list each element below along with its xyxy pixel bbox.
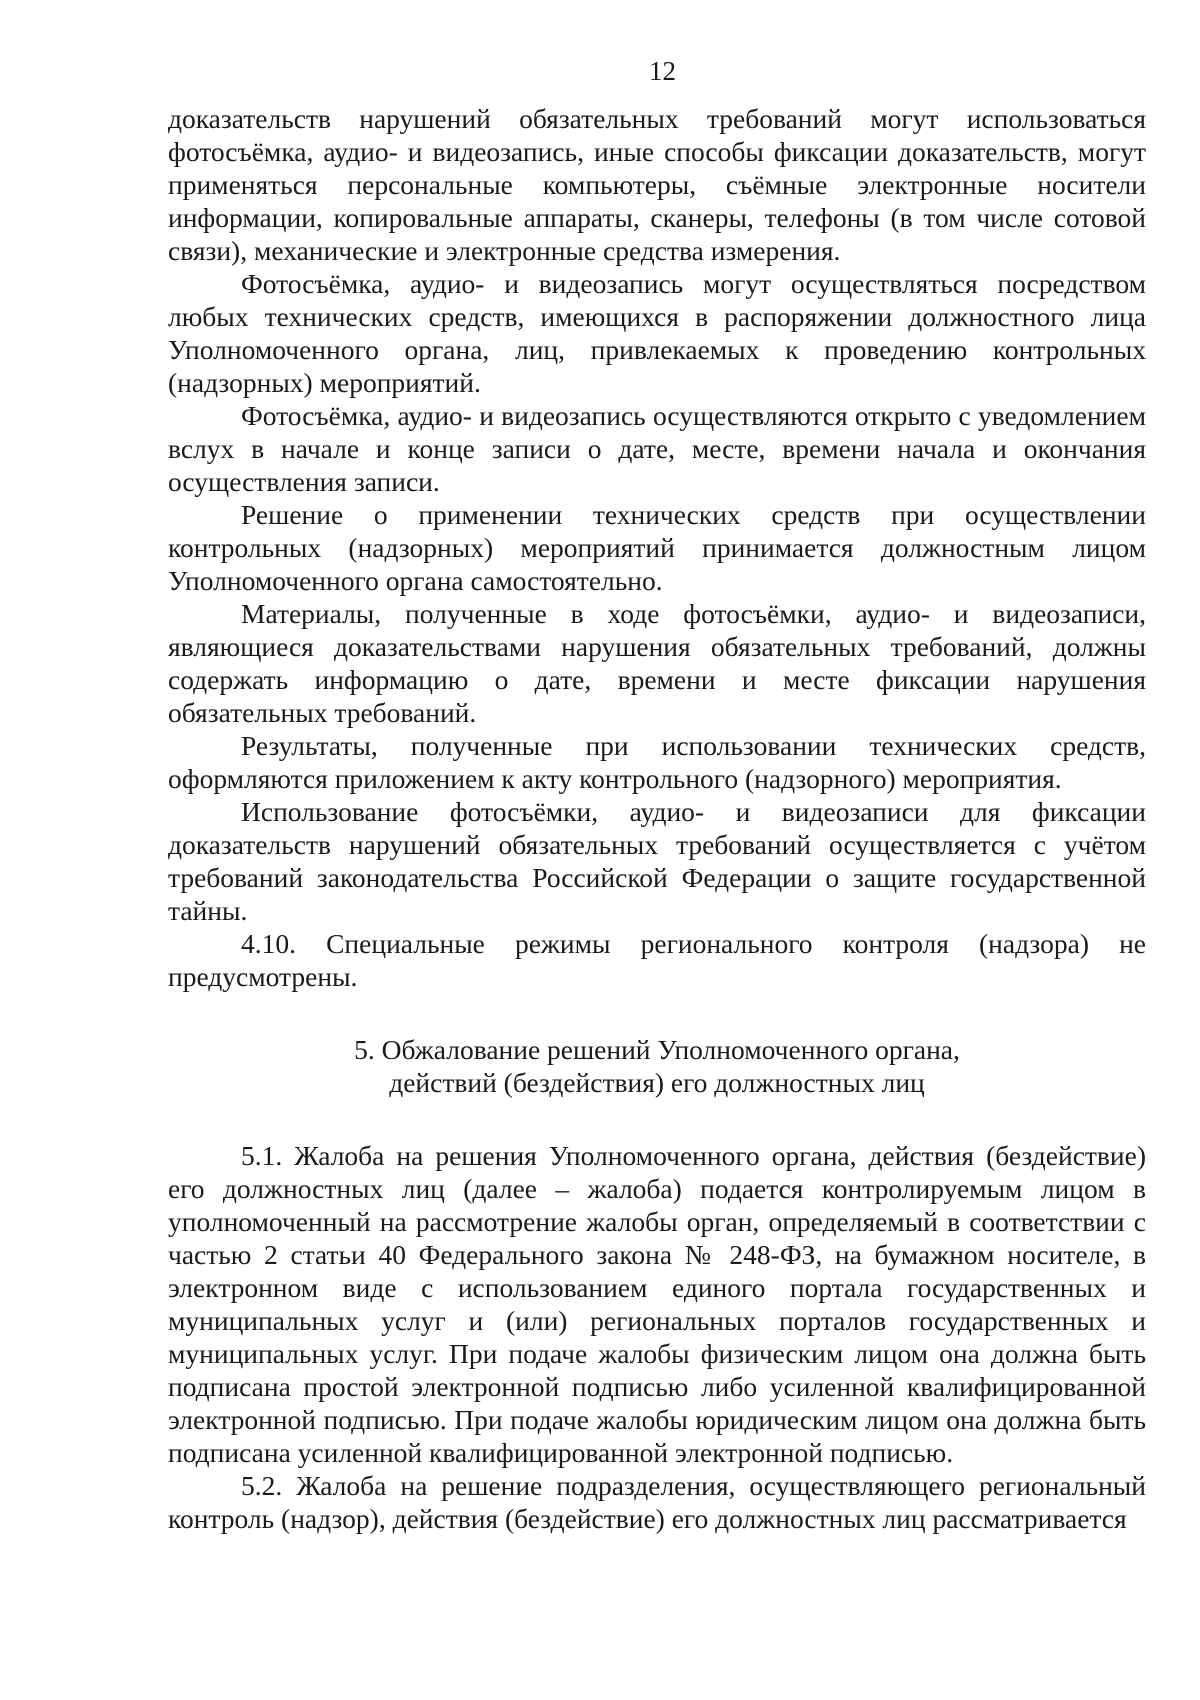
paragraph: доказательств нарушений обязательных требований могут использоваться фотосъёмка, аудио- и видеозапись, иные способы фиксации доказательств, могут применяться персональные компьютеры, съёмные электронные носители информации, копировальные аппараты, сканеры, телефоны (в том числе сотовой связи), механические и электронные средства измерения. xyxy=(168,103,1146,266)
paragraph-5-1: 5.1. Жалоба на решения Уполномоченного органа, действия (бездействие) его должностных лиц (далее – жалоба) подается контролируемым лицом в уполномоченный на рассмотрение жалобы орган, определяемый в соответствии с частью 2 статьи 40 Федерального закона № 248-ФЗ, на бумажном носителе, в электронном виде с использованием единого портала государственных и муниципальных услуг и (или) региональных порталов государственных и муниципальных услуг. При подаче жалобы физическим лицом она должна быть подписана простой электронной подписью либо усиленной квалифицированной электронной подписью. При подаче жалобы юридическим лицом она должна быть подписана усиленной квалифицированной электронной подписью. xyxy=(168,1140,1146,1468)
page-number: 12 xyxy=(649,56,676,86)
section-heading xyxy=(168,1033,1146,1099)
paragraph-5-2: 5.2. Жалоба на решение подразделения, осуществляющего региональный контроль (надзор), действия (бездействие) его должностных лиц рассматривается xyxy=(168,1470,1146,1534)
section-heading-line: действий (бездействия) его должностных лиц xyxy=(389,1067,925,1098)
paragraph: Фотосъёмка, аудио- и видеозапись осуществляются открыто с уведомлением вслух в начале и конце записи о дате, месте, времени начала и окончания осуществления записи. xyxy=(168,400,1146,497)
paragraph: Решение о применении технических средств при осуществлении контрольных (надзорных) мероприятий принимается должностным лицом Уполномоченного органа самостоятельно. xyxy=(168,499,1146,596)
paragraph: Материалы, полученные в ходе фотосъёмки, аудио- и видеозаписи, являющиеся доказательствами нарушения обязательных требований, должны содержать информацию о дате, времени и месте фиксации нарушения обязательных требований. xyxy=(168,598,1146,728)
paragraph: Фотосъёмка, аудио- и видеозапись могут осуществляться посредством любых технических средств, имеющихся в распоряжении должностного лица Уполномоченного органа, лиц, привлекаемых к проведению контрольных (надзорных) мероприятий. xyxy=(168,268,1146,398)
document-body xyxy=(168,102,1146,1535)
paragraph-4-10: 4.10. Специальные режимы регионального контроля (надзора) не предусмотрены. xyxy=(168,928,1146,992)
paragraph: Использование фотосъёмки, аудио- и видеозаписи для фиксации доказательств нарушений обязательных требований осуществляется с учётом требований законодательства Российской Федерации о защите государственной тайны. xyxy=(168,796,1146,926)
section-heading-line: 5. Обжалование решений Уполномоченного органа, xyxy=(354,1034,960,1065)
paragraph: Результаты, полученные при использовании технических средств, оформляются приложением к акту контрольного (надзорного) мероприятия. xyxy=(168,730,1146,794)
